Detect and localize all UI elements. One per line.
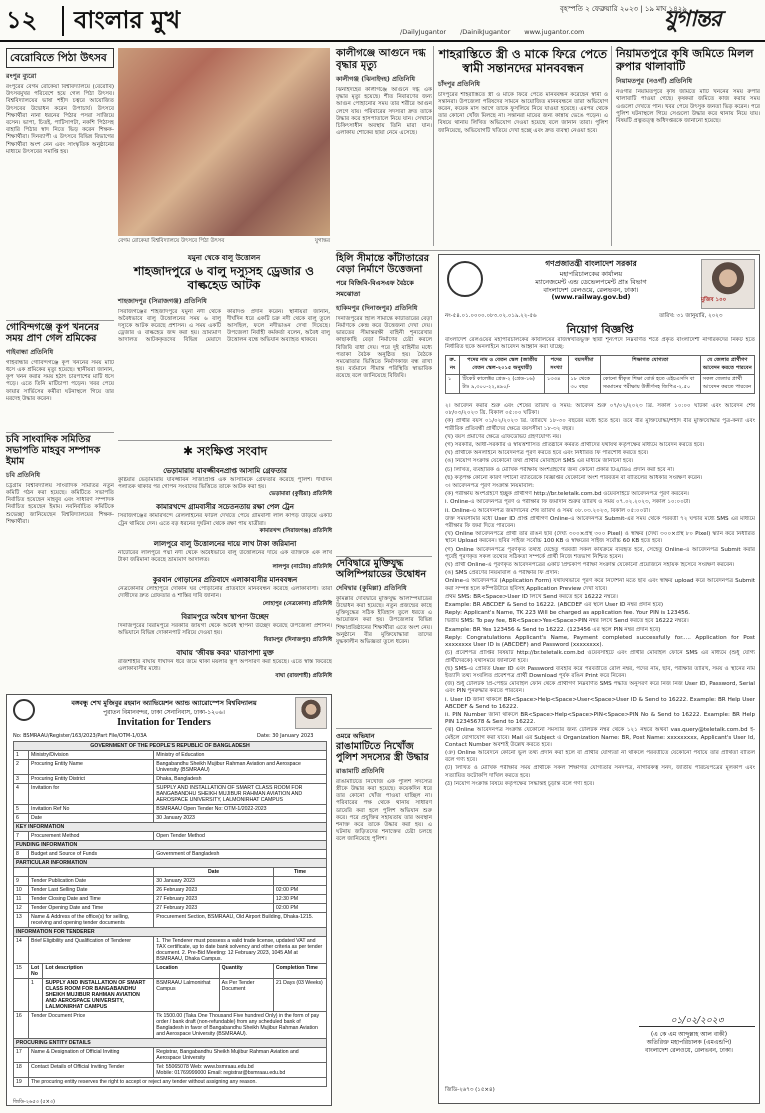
table-cell: Procuring Entity District <box>29 775 154 784</box>
table-cell: Ministry of Education <box>154 751 327 760</box>
story-byline: দেবিদ্বার (কুমিল্লা) প্রতিনিধি <box>336 583 407 592</box>
brief-news-headline[interactable]: ভেড়ামারায় যাবজ্জীবনপ্রাপ্ত আসামি গ্রেফতার <box>163 467 287 475</box>
table-cell: Location <box>154 964 219 979</box>
story-byline: শাহজাদপুর (সিরাজগঞ্জ) প্রতিনিধি <box>118 296 207 305</box>
table-row <box>14 904 327 913</box>
brief-news-section <box>118 440 332 690</box>
sign-date: ০১/০২/২০২৩ <box>670 1016 724 1026</box>
ad-ref-number: নং-৫৪.০১.০০০০.০৮৩.০২.০১৯.২২-৫৬ <box>445 313 537 319</box>
table-cell: ১ <box>446 375 460 394</box>
table-cell: As Per Tender Document <box>219 979 273 1012</box>
table-cell: 11 <box>14 895 29 904</box>
story-kicker: যমুনা থেকে বালু উত্তোলন <box>187 254 261 262</box>
table-cell: 1 <box>29 979 43 1012</box>
term-item: (ছ) SMS-এ প্রেরিত User ID এবং Password ব্যবহার করে পরবর্তীতে রোল নম্বর, পদের নাম, ছবি, পরীক্ষার তারিখ, সময় ও স্থানের নাম ইত্যাদি তথ্য সংবলিত প্রবেশপত্র প্রার্থী Download পূর্বক রঙিন Print করে নিবেন। <box>445 665 755 679</box>
table-cell: The procuring entity reserves the right to accept or reject any tender without assigning any reason. <box>29 1078 327 1087</box>
term-item: (ঝ) Online আবেদনপত্র সংক্রান্ত যেকোনো সমস্যার জন্য টেলিটক নম্বর থেকে ১২১ নম্বরে অথবা vas.query@teletalk.com.bd ই-মেইলে যোগাযোগ করা যাবে। Mail এর Subject এ Organization Name: BR, Post Name: xxxxxxxxx, Applicant's User Id, Contact Number অবশ্যই উল্লেখ করতে হবে। <box>445 727 755 748</box>
term-item: i. User ID জানা থাকলে BR<Space>Help<Space>User<Space>User ID & Send to 16222. Example: BR Help User ABCDEF & Send to 16222. <box>445 696 755 710</box>
term-item: (চ) প্রবেশপত্র প্রাপ্তির বিষয়টি http://br.teletalk.com.bd ওয়েবসাইটে এবং প্রার্থীর মোবাইল ফোনে SMS এর মাধ্যমে (শুধু যোগ্য প্রার্থীদেরকে) যথাসময়ে জানানো হবে। <box>445 650 755 664</box>
table-header-row <box>446 356 755 375</box>
table-row <box>14 805 327 814</box>
col-header: বয়সসীমা <box>568 356 600 375</box>
ad-website[interactable]: (www.railway.gov.bd) <box>551 293 631 301</box>
col-header: পদের সংখ্যা <box>544 356 568 375</box>
table-cell: 3 <box>14 775 29 784</box>
table-row <box>14 886 327 895</box>
table-row <box>14 1078 327 1087</box>
table-cell: 02:00 PM <box>273 904 326 913</box>
table-cell: Tender Publication Date <box>29 877 154 886</box>
mujib-portrait <box>295 697 327 729</box>
col-header: শিক্ষাগত যোগ্যতা <box>600 356 700 375</box>
table-cell: Date <box>154 868 274 877</box>
table-row <box>14 775 327 784</box>
term-item: (খ) বয়স প্রমাণের ক্ষেত্রে এফিডেভিট গ্রহণযোগ্য নয়। <box>445 433 562 440</box>
col-header: পদের নাম ও বেতন স্কেল (জাতীয় বেতন স্কেল-২০১৫ অনুযায়ী) <box>460 356 545 375</box>
brief-news-headline[interactable]: কুরবান গোড়ানের প্রতিবাদে এলাকাবাসীর মানববন্ধন <box>152 576 298 585</box>
table-cell: Procurement Method <box>29 832 154 841</box>
table-cell: 02:00 PM <box>273 886 326 895</box>
table-cell: Open Tender Method <box>154 832 327 841</box>
table-row <box>14 784 327 805</box>
brief-news-body: দিনাজপুরের বিরামপুরে সরকারি জায়গা থেকে অবৈধ স্থাপনা উচ্ছেদ করেছে উপজেলা প্রশাসন। অভিযানে বিভিন্ন দোকানপাট সরিয়ে দেওয়া হয়। <box>118 622 332 636</box>
brief-news-credit: কামারখন্দ (সিরাজগঞ্জ) প্রতিনিধি <box>259 527 332 534</box>
table-row <box>14 823 327 832</box>
table-cell: Procurement Section, BSMRAAU, Old Airport Building, Dhaka-1215. <box>154 913 327 928</box>
story-headline[interactable]: নিয়ামতপুরে কৃষি জমিতে মিলল রুপার থালাবাটি <box>616 47 754 73</box>
story-headline[interactable]: বেরোবিতে পিঠা উৎসব <box>6 48 114 68</box>
tender-ref: No: BSMRAAU/Register/163/2023/Part File/OTM-1/03A <box>13 733 147 739</box>
brief-news-item <box>118 465 332 499</box>
brief-news-headline[interactable]: বাঘায় 'জীবন্ত কবর' ঘাতাপাশা মুক্ত <box>176 649 274 658</box>
website-link[interactable]: www.jugantor.com <box>524 28 585 36</box>
section-header: GOVERNMENT OF THE PEOPLE'S REPUBLIC OF BANGLADESH <box>14 742 327 751</box>
table-cell: Tender Closing Date and Time <box>29 895 154 904</box>
story-headline[interactable]: কালীগঞ্জে আগুনে দগ্ধ বৃদ্ধার মৃত্যু <box>336 48 426 71</box>
table-cell: Bangabandhu Sheikh Mujibur Rahman Aviation and Aerospace University (BSMRAAU) <box>154 760 327 775</box>
story-body: রাঙামাটিতে নিখোঁজ এক পুলিশ সদস্যের স্ত্রীকে উদ্ধার করা হয়েছে। কয়েকদিন ধরে তার কোনো খোঁজ পাওয়া যাচ্ছিল না। পরিবারের পক্ষ থেকে থানায় সাধারণ ডায়েরি করা হলে পুলিশ অভিযান শুরু করে। পরে প্রযুক্তির সহায়তায় তার অবস্থান শনাক্ত করে তাকে উদ্ধার করা হয়। এ ঘটনায় জড়িতদের শনাক্তের চেষ্টা চলছে বলে জানিয়েছে পুলিশ। <box>336 778 432 843</box>
term-item: (চ) লিখিত, ব্যবহারিক ও মৌখিক পরীক্ষায় অংশগ্রহণের জন্য কোনো প্রকার টিএ/ডিএ প্রদান করা হবে না। <box>445 466 675 473</box>
table-cell: 30 January 2023 <box>154 877 274 886</box>
table-cell: ১৮ থেকে ৩০ বছর <box>568 375 600 394</box>
table-cell: 18 <box>14 1063 29 1078</box>
table-row <box>14 928 327 937</box>
table-row <box>14 1048 327 1063</box>
story-body: চট্টগ্রাম বিশ্ববিদ্যালয় সাংবাদিক সমিতির নতুন কমিটি গঠন করা হয়েছে। কমিটিতে সভাপতি নির্বাচিত হয়েছেন মাহবুব এবং সাধারণ সম্পাদক নির্বাচিত হয়েছেন ইমাম। নবনির্বাচিত কমিটিকে শুভেচ্ছা জানিয়েছেন বিশ্ববিদ্যালয়ের শিক্ষক-শিক্ষার্থীরা। <box>6 482 114 525</box>
story-byline: গাইবান্ধা প্রতিনিধি <box>6 347 54 356</box>
page-header <box>0 0 765 42</box>
star-icon: ✱ <box>182 444 194 458</box>
table-row <box>14 751 327 760</box>
tender-notice-ad <box>6 694 332 1106</box>
story-headline[interactable]: শাহজাদপুরে ৬ বালু দস্যুসহ ড্রেজার ও বাল্কহেড আটক <box>133 264 315 292</box>
story-body: সিরাজগঞ্জের শাহজাদপুরে যমুনা নদী থেকে অবৈধভাবে বালু উত্তোলনের সময় ৬ বালু দস্যুকে আটক করেছে প্রশাসন। এ সময় একটি ড্রেজার ও বাল্কহেড জব্দ করা হয়। ভ্রাম্যমাণ আদালত আটককৃতদের বিভিন্ন মেয়াদে কারাদণ্ড প্রদান করেন। স্থানীয়রা জানান, দীর্ঘদিন ধরে একটি চক্র নদী থেকে বালু তুলে আসছিল, ফলে নদীভাঙন দেখা দিয়েছে। উপজেলা নির্বাহী কর্মকর্তা বলেন, অবৈধ বালু উত্তোলন বন্ধে অভিযান অব্যাহত থাকবে। <box>118 308 330 344</box>
table-cell: 7 <box>14 832 29 841</box>
story-body: চাঁদপুরের শাহরাস্তিতে স্ত্রী ও মাকে ফিরে পেতে মানববন্ধন করেছেন স্বামী ও সন্তানরা। উপজেলা পরিষদের সামনে আয়োজিত মানববন্ধনে তারা অভিযোগ করেন, কয়েক মাস আগে তাকে ফুসলিয়ে নিয়ে যাওয়া হয়েছে। এরপর থেকে তার কোনো খোঁজ মিলছে না। সন্তানরা মায়ের জন্য কান্নায় ভেঙে পড়েন। এ বিষয়ে থানায় লিখিত অভিযোগ দেওয়া হয়েছে বলে জানান তারা। পুলিশ জানিয়েছে, অভিযোগটি খতিয়ে দেখা হচ্ছে এবং দ্রুত ব্যবস্থা নেওয়া হবে। <box>438 91 608 134</box>
tender-info-table <box>13 741 327 1087</box>
brief-news-headline[interactable]: লালপুরে বালু উত্তোলনের দায়ে লাখ টাকা জরিমানা <box>153 539 297 548</box>
table-cell: Budget and Source of Funds <box>29 850 154 859</box>
signatory-block <box>623 1031 755 1055</box>
newspaper-logo: যুগান্তর <box>664 7 721 32</box>
term-item: (ঙ) নিয়োগ সংক্রান্ত যেকোনো তথ্য প্রার্থীর মোবাইলে SMS এর মাধ্যমে জানানো হবে। <box>445 458 634 465</box>
column-rule <box>433 46 434 246</box>
term-item: (ঘ) প্রার্থীকে অনলাইনে আবেদনপত্র পূরণ করতে হবে এবং নির্ধারিত ফি পরিশোধ করতে হবে। <box>445 450 649 457</box>
term-item: ii. Online-এ আবেদনপত্র জমাদানের শেষ তারিখ ও সময় ০৮.০৩.২০২৩, বিকাল ০৫:০০টা। <box>445 507 650 514</box>
table-row <box>14 964 327 979</box>
brief-news-body: নাটোরের লালপুরে পদ্মা নদী থেকে অবৈধভাবে বালু উত্তোলনের দায়ে এক ব্যক্তিকে এক লাখ টাকা জরিমানা করেছে ভ্রাম্যমাণ আদালত। <box>118 549 332 564</box>
brief-news-body: নেত্রকোনার লোহাপুরে দোকান ঘর পোড়ানোর প্রতিবাদে মানববন্ধন করেছে এলাকাবাসী। তারা দোষীদের দ্রুত গ্রেফতার ও শাস্তির দাবি জানান। <box>118 586 332 600</box>
photo-caption: বেগম রোকেয়া বিশ্ববিদ্যালয়ে উৎসবে পিঠা উৎসব <box>118 238 225 244</box>
table-row <box>14 841 327 850</box>
table-cell: Invitation for <box>29 784 154 805</box>
term-item: (খ) Online আবেদনপত্রে প্রার্থী তার রঙিন ছবি (দৈর্ঘ্য ৩০০×প্রস্থ ৩০০ Pixel) ও স্বাক্ষর (দৈর্ঘ্য ৩০০×প্রস্থ ৮০ Pixel) স্ক্যান করে নির্ধারিত স্থানে Upload করবেন। ছবির সাইজ সর্বোচ্চ 100 KB ও স্বাক্ষরের সাইজ সর্বোচ্চ 60 KB হতে হবে। <box>445 531 755 545</box>
ad-department: ম্যানেজমেন্ট এন্ড ডেভেলপমেন্ট প্রাঃ বিভাগ <box>535 278 647 286</box>
story-subhead: পরে বিজিবি-বিএসএফ বৈঠকে সমঝোতা <box>336 278 414 298</box>
term-item: (ক) প্রার্থীর বয়স ০১/০২/২০২৩ খ্রি. তারিখে ১৮-৩০ বছরের মধ্যে হতে হবে। তবে বীর মুক্তিযোদ্ধা/শহীদ বীর মুক্তিযোদ্ধার পুত্র-কন্যা এবং শারীরিক প্রতিবন্ধী প্রার্থীদের ক্ষেত্রে বয়সসীমা ১৮-৩২ বছর। <box>445 418 755 432</box>
story-kicker: ওমরে অভিযান <box>336 732 375 740</box>
term-item: প্রথম SMS: BR<Space>User ID লিখে Send করতে হবে 16222 নম্বরে। <box>445 593 618 600</box>
table-cell <box>29 868 154 877</box>
term-item: (ঙ) SMS প্রেরণের নিয়মাবলি ও পরীক্ষার ফি প্রদান: <box>445 570 560 577</box>
table-cell: Dhaka, Bangladesh <box>154 775 327 784</box>
ad-terms <box>445 403 755 1003</box>
issue-date: বৃহস্পতি ২ ফেব্রুয়ারি ২০২৩ | ১৯ মাঘ ১৪২৯ <box>560 5 687 13</box>
story-byline: চবি প্রতিনিধি <box>6 470 41 479</box>
table-row <box>14 895 327 904</box>
story-byline: হাকিমপুর (দিনাজপুর) প্রতিনিধি <box>336 303 418 312</box>
section-header: FUNDING INFORMATION <box>14 841 327 850</box>
ad-intro: বাংলাদেশ রেলওয়ের মহাপরিচালকের কার্যালয়ের রাজস্বখাতভুক্ত স্থায়ী শূন্যপদে নিম্নবর্ণিত শর্তে প্রকৃত বাংলাদেশী নাগরিকদের নিকট হতে নির্ধারিত ছকে অনলাইনে আবেদন আহ্বান করা যাচ্ছে: <box>445 337 755 351</box>
table-row <box>14 979 327 1012</box>
term-item: ২। আবেদন করার শুরু এবং শেষের তারিখ ও সময়: আবেদন শুরু ০৭/০২/২০২৩ খ্রি. সকাল ১০:০০ ঘটিকা এবং আবেদন শেষ ০৮/০৩/২০২৩ খ্রি. বিকাল ০৫:০০ ঘটিকা। <box>445 403 755 417</box>
table-cell: 13 <box>14 913 29 928</box>
story-byline: রংপুর ব্যুরো <box>6 72 37 81</box>
twitter-link[interactable]: /DainikJugantor <box>460 28 511 36</box>
table-cell: Tel: 55065078 Web: www.bsmraau.edu.bd Mobile: 01769999000 Email: registrar@bsmraau.edu.bd <box>154 1063 327 1078</box>
signatory-name: (এ কে এম আব্দুল্লাহ আল বাকী) <box>650 1031 728 1038</box>
table-row <box>14 868 327 877</box>
brief-news-item <box>118 647 332 681</box>
story-headline[interactable]: হিলি সীমান্তে কাঁটাতারের বেড়া নির্মাণে উত্তেজনা <box>336 253 429 275</box>
table-cell: 10 <box>14 886 29 895</box>
story-headline[interactable]: রাঙামাটিতে নিখোঁজ পুলিশ সদস্যের স্ত্রী উদ্ধার <box>336 741 429 763</box>
table-cell: Tender Opening Date and Time <box>29 904 154 913</box>
brief-news-credit: বাঘা (রাজশাহী) প্রতিনিধি <box>275 673 332 680</box>
story-headline[interactable]: গোবিন্দগঞ্জে কূপ খননের সময় প্রাণ গেল শ্রমিকের <box>6 322 99 344</box>
brief-news-headline[interactable]: কামারখন্দে গ্রামবাসীর সচেতনতায় রক্ষা পেল ট্রেন <box>156 503 294 512</box>
table-cell: সকল জেলার প্রার্থী আবেদন করতে পারবেন <box>700 375 754 394</box>
brief-news-item <box>118 574 332 608</box>
table-cell: Date <box>29 814 154 823</box>
story-headline[interactable]: শাহরাস্তিতে স্ত্রী ও মাকে ফিরে পেতে স্বামী সন্তানদের মানববন্ধন <box>438 47 608 75</box>
story-govindganj <box>6 320 114 430</box>
facebook-link[interactable]: /DailyJugantor <box>400 28 447 36</box>
term-item: i. Online-এ আবেদনপত্র পূরণ ও পরীক্ষার ফি জমাদান শুরুর তারিখ ও সময় ০৭.০২.২০২৩, সকাল ১০:০০টা। <box>445 499 691 506</box>
table-cell <box>14 979 29 1012</box>
table-cell: Brief Eligibility and Qualification of Tenderer <box>29 937 154 964</box>
tender-title: Invitation for Tenders <box>117 717 211 728</box>
section-header: KEY INFORMATION <box>14 823 327 832</box>
brief-news-body: রাজশাহীর বাঘায় দীর্ঘদিন ধরে জমে থাকা ময়লার স্তূপ অপসারণ করা হয়েছে। এতে স্বস্তি ফিরেছে এলাকাবাসীর মধ্যে। <box>118 659 332 673</box>
table-cell: Completion Time <box>273 964 326 979</box>
term-item: Online-এ আবেদনপত্র (Application Form) যথাযথভাবে পূরণ করে নির্দেশনা মতে ছবি এবং স্বাক্ষর upload করে আবেদনপত্র Submit করা সম্পন্ন হলে কম্পিউটারে ছবিসহ Application Preview দেখা যাবে। <box>445 578 755 592</box>
story-hili <box>336 254 432 550</box>
page-number: ১২ <box>6 6 38 34</box>
story-rangamati <box>336 728 432 1108</box>
brief-news-item <box>118 611 332 645</box>
story-body: দিনাজপুরের হিলি সীমান্তে কাঁটাতারের বেড়া নির্মাণকে কেন্দ্র করে উত্তেজনা দেখা দেয়। ভারতের সীমান্তরক্ষী বাহিনী শূন্যরেখার কাছাকাছি বেড়া নির্মাণের চেষ্টা করলে বিজিবি বাধা দেয়। পরে দুই বাহিনীর মধ্যে পতাকা বৈঠক অনুষ্ঠিত হয়। বৈঠকে সমঝোতার ভিত্তিতে নির্মাণকাজ বন্ধ রাখা হয়। বর্তমানে সীমান্ত পরিস্থিতি স্বাভাবিক রয়েছে বলে জানিয়েছে বিজিবি। <box>336 315 432 380</box>
table-cell: Government of Bangladesh <box>154 850 327 859</box>
table-cell: 16 <box>14 1012 29 1039</box>
brief-news-headline[interactable]: বিরামপুরে অবৈধ স্থাপনা উচ্ছেদ <box>181 612 269 621</box>
table-row <box>14 814 327 823</box>
mujib-100-badge: মুজিব ১০০ <box>701 297 727 303</box>
table-cell: SUPPLY AND INSTALLATION OF SMART CLASS ROOM FOR BANGABANDHU SHEIKH MUJIBUR RAHMAN AVIATION AND AEROSPACE UNIVERSITY, LALMONIRHAT CAMPUS <box>154 784 327 805</box>
table-cell: 1 <box>14 751 29 760</box>
ad-title: নিয়োগ বিজ্ঞপ্তি <box>566 323 634 336</box>
table-cell: Time <box>273 868 326 877</box>
story-cbu-samiti <box>6 432 114 672</box>
table-cell: 19 <box>14 1078 29 1087</box>
tender-date: Date: 30 January 2023 <box>257 733 314 739</box>
table-cell <box>14 868 29 877</box>
ad-date: তারিখ: ৩১ জানুয়ারি, ২০২৩ <box>659 313 723 319</box>
story-body: গাইবান্ধার গোবিন্দগঞ্জে কূপ খননের সময় মাটি ধসে এক শ্রমিকের মৃত্যু হয়েছে। স্থানীয়রা জানান, কূপ খনন করার সময় হঠাৎ চারপাশের মাটি ধসে পড়ে। এতে তিনি মাটিচাপা পড়েন। খবর পেয়ে ফায়ার সার্ভিসের কর্মীরা ঘটনাস্থলে গিয়ে তার মরদেহ উদ্ধার করেন। <box>6 359 114 402</box>
term-item: Example: BR ABCDEF & Send to 16222. (ABCDEF এর স্থলে User ID নম্বর প্রদান হবে) <box>445 602 664 609</box>
section-header: PROCURING ENTITY DETAILS <box>14 1039 327 1048</box>
story-body: ঝিনাইদহের কালীগঞ্জে আগুনে দগ্ধ এক বৃদ্ধার মৃত্যু হয়েছে। শীত নিবারণের জন্য আগুন পোহানোর সময় তার শরীরে আগুন লেগে যায়। পরিবারের সদস্যরা দ্রুত তাকে উদ্ধার করে হাসপাতালে নিয়ে যান। সেখানে চিকিৎসাধীন অবস্থায় তিনি মারা যান। এলাকায় শোকের ছায়া নেমে এসেছে। <box>336 87 432 137</box>
table-row <box>14 760 327 775</box>
table-cell: 4 <box>14 784 29 805</box>
story-byline: নিয়ামতপুর (নওগাঁ) প্রতিনিধি <box>616 77 693 86</box>
ad-gov-title: গণপ্রজাতন্ত্রী বাংলাদেশ সরকার <box>545 259 637 268</box>
brief-news-title: ✱ সংক্ষিপ্ত সংবাদ <box>182 444 268 458</box>
term-item: ৩। আবেদনপত্র পূরণ সংক্রান্ত নিয়মাবলি: <box>445 483 535 490</box>
section-rule <box>336 250 760 251</box>
term-item: (ছ) কর্তৃপক্ষ কোনো কারণ দর্শানো ব্যতিরেকে বিজ্ঞপ্তির যেকোনো অংশ পরিবর্তন বা বাতিলের অধিকার সংরক্ষণ করেন। <box>445 474 703 481</box>
table-cell: 1. The Tenderer must possess a valid trade license, updated VAT and TAX certificate, up to date bank solvency and other criteria as per tender document. 2. Pre-Bid Meeting: 12 February 2023, 1045 AM at BSMRAAU, Dhaka Campus. <box>154 937 327 964</box>
brief-news-body: সিরাজগঞ্জের কামারখন্দে রেললাইনের ফাটল দেখতে পেয়ে গ্রামবাসী লাল কাপড় উড়িয়ে একটি ট্রেন থামিয়ে দেন। এতে বড় ধরনের দুর্ঘটনা থেকে রক্ষা পায় যাত্রীরা। <box>118 513 332 527</box>
table-cell: 6 <box>14 814 29 823</box>
table-row <box>14 877 327 886</box>
table-row <box>14 859 327 868</box>
table-cell: Tender Document Price <box>29 1012 154 1039</box>
brief-news-item <box>118 501 332 535</box>
table-cell: 5 <box>14 805 29 814</box>
table-cell: Contact Details of Official Inviting Tender <box>29 1063 154 1078</box>
term-item: (ক) পরীক্ষায় অংশগ্রহণে ইচ্ছুক প্রার্থীগণ http://br.teletalk.com.bd ওয়েবসাইটে আবেদনপত্র পূরণ করবেন। <box>445 491 689 498</box>
signatory-office: বাংলাদেশ রেলওয়ে, রেলভবন, ঢাকা। <box>645 1047 733 1054</box>
table-cell: Procuring Entity Name <box>29 760 154 775</box>
table-cell: টিকেট কালেক্টর গ্রেড-২ (গ্রেড-১৬) টাঃ ৯,৩০০-২২,৪৯০/- <box>460 375 545 394</box>
ad-address: বাংলাদেশ রেলওয়ে, রেলভবন, ঢাকা। <box>543 286 639 294</box>
table-cell: 15 <box>14 964 29 979</box>
table-row <box>14 1012 327 1039</box>
table-cell: 27 February 2023 <box>154 904 274 913</box>
table-row <box>14 742 327 751</box>
tender-org-address: পুরাতন বিমানবন্দর, ঢাকা সেনানিবাস, ঢাকা-১২০৬। <box>103 709 225 716</box>
brief-news-item <box>118 538 332 572</box>
term-item: (গ) সরকারি, আধা-সরকারি ও স্বায়ত্তশাসিত প্রতিষ্ঠানে কর্মরত প্রার্থীদের যথাযথ কর্তৃপক্ষের মাধ্যমে আবেদন করতে হবে। <box>445 442 705 449</box>
term-item: দ্বিতীয় SMS: To pay fee, BR<Space>Yes<Space>PIN নম্বর লিখে Send করতে হবে 16222 নম্বরে। <box>445 618 689 625</box>
table-cell: Quantity <box>219 964 273 979</box>
signature-line <box>639 1013 755 1027</box>
brief-news-list <box>118 465 332 681</box>
term-item: উক্ত সময়সীমার মধ্যে User ID প্রাপ্ত প্রার্থীগণ Online-এ আবেদনপত্র Submit-এর সময় থেকে পরবর্তী ৭২ ঘণ্টার মধ্যে SMS এর মাধ্যমে পরীক্ষার ফি জমা দিতে পারবেন। <box>445 515 755 530</box>
term-item: Example: BR Yes 123456 & Send to 16222. (123456 এর স্থলে PIN নম্বর প্রদান হবে) <box>445 626 661 633</box>
table-row <box>14 832 327 841</box>
story-byline: চাঁদপুর প্রতিনিধি <box>438 79 480 88</box>
tender-table <box>13 741 327 1101</box>
col-header: যে জেলার প্রার্থীগণ আবেদন করতে পারবেন <box>700 356 754 375</box>
term-item: ii. PIN Number জানা থাকলে BR<Space>Help<Space>PIN<Space>PIN No & Send to 16222. Example: BR Help PIN 12345678 & Send to 16222. <box>445 711 755 726</box>
tender-footer-code: জিডি-২৬৫৩ (৫×৩) <box>13 1099 55 1105</box>
story-kaliganj <box>336 48 432 246</box>
table-cell: 21 Days (03 Weeks) <box>273 979 326 1012</box>
table-cell <box>273 877 326 886</box>
pitha-festival-photo <box>118 48 330 236</box>
section-header: INFORMATION FOR TENDERER <box>14 928 327 937</box>
table-row <box>14 913 327 928</box>
brief-news-credit: বিরামপুর (দিনাজপুর) প্রতিনিধি <box>263 637 332 644</box>
university-logo <box>13 699 35 721</box>
table-cell: Registrar, Bangabandhu Sheikh Mujibur Rahman Aviation and Aerospace University <box>154 1048 327 1063</box>
table-cell: Invitation Ref No <box>29 805 154 814</box>
story-shahrasti <box>438 48 608 246</box>
table-cell: BSMRAAU Open Tender No: OTM-1/2022-2023 <box>154 805 327 814</box>
table-row <box>14 1039 327 1048</box>
table-row <box>446 375 755 394</box>
table-cell: BSMRAAU Lalmonirhat Campus <box>154 979 219 1012</box>
table-cell: Lot description <box>43 964 154 979</box>
term-item: (ঞ) Online আবেদনে কোনো ভুল তথ্য প্রদান করা হলে বা প্রার্থীর যোগ্যতা না থাকলে পরবর্তীতে যেকোনো পর্যায়ে তার প্রার্থিতা বাতিল বলে গণ্য হবে। <box>445 749 755 764</box>
term-item: (গ) Online আবেদনপত্রে পূরণকৃত তথ্যই যেহেতু পরবর্তী সকল কার্যক্রমে ব্যবহৃত হবে, সেহেতু Online-এ আবেদনপত্র Submit করার পূর্বেই পূরণকৃত সকল তথ্যের সঠিকতা সম্পর্কে প্রার্থী নিজে শতভাগ নিশ্চিত হবেন। <box>445 546 755 560</box>
story-body: নওগাঁর নিয়ামতপুরে কৃষি জমিতে মাটি খননের সময় রুপার থালাবাটি পাওয়া গেছে। কৃষকরা জমিতে কাজ করার সময় এগুলো দেখতে পান। খবর পেয়ে উৎসুক জনতা ভিড় করেন। পরে পুলিশ ঘটনাস্থলে গিয়ে সেগুলো উদ্ধার করে থানায় নিয়ে যায়। বিষয়টি প্রত্নতত্ত্ব অধিদপ্তরকে জানানো হয়েছে। <box>616 89 760 125</box>
table-cell: Tk 1500.00 (Taka One Thousand Five hundred Only) in the form of pay order / bank draft (non-refundable) from any scheduled bank of Bangladesh in favor of Bangabandhu Sheikh Mujibur Rahman Aviation and Aerospace University (BSMRAAU). <box>154 1012 327 1039</box>
term-item: (ঘ) প্রার্থী Online-এ পূরণকৃত আবেদনপত্রের একটি প্রিন্টকপি পরীক্ষা সংক্রান্ত যেকোনো প্রয়োজনে সহায়ক হিসেবে সংরক্ষণ করবেন। <box>445 562 735 569</box>
story-shahjadpur <box>118 252 330 438</box>
signatory-title: অতিরিক্ত মহাপরিচালক (এমএন্ডপি) <box>646 1039 732 1046</box>
story-muktijuddho <box>336 556 432 724</box>
railway-recruitment-ad <box>438 254 760 1104</box>
table-cell: Ministry/Division <box>29 751 154 760</box>
table-cell: 8 <box>14 850 29 859</box>
story-headline[interactable]: চবি সাংবাদিক সমিতির সভাপতি মাহবুব সম্পাদক ইমাম <box>6 434 101 467</box>
story-byline: কালীগঞ্জ (ঝিনাইদহ) প্রতিনিধি <box>336 75 416 83</box>
table-cell: 26 February 2023 <box>154 886 274 895</box>
term-item: (জ) শুধু টেলিটক প্রি-পেইড মোবাইল ফোন থেকে প্রার্থীগণ নিম্নবর্ণিত SMS পদ্ধতি অনুসরণ করে নিজ নিজ User ID, Password, Serial এবং PIN পুনরুদ্ধার করতে পারবেন। <box>445 681 755 695</box>
header-divider <box>62 6 64 36</box>
table-cell: Lot No <box>29 964 43 979</box>
table-cell: 2 <box>14 760 29 775</box>
story-pitha <box>6 48 114 316</box>
term-item: (ঠ) নিয়োগ সংক্রান্ত বিষয়ে কর্তৃপক্ষের সিদ্ধান্তই চূড়ান্ত বলে গণ্য হবে। <box>445 780 595 787</box>
table-cell: 9 <box>14 877 29 886</box>
table-cell: 12 <box>14 904 29 913</box>
col-header: ক্র. নং <box>446 356 460 375</box>
brief-news-credit: লোহাপুর (নেত্রকোনা) প্রতিনিধি <box>262 600 332 607</box>
table-row <box>14 1063 327 1078</box>
table-row <box>14 937 327 964</box>
table-cell: Tender Last Selling Date <box>29 886 154 895</box>
story-byline: রাঙামাটি প্রতিনিধি <box>336 766 385 775</box>
table-cell: 30 January 2023 <box>154 814 327 823</box>
table-row <box>14 850 327 859</box>
railway-logo <box>447 261 483 297</box>
story-niyamatpur <box>616 48 760 246</box>
photo-caption-row <box>118 238 330 248</box>
ad-office: মহাপরিচালকের কার্যালয় <box>559 270 623 278</box>
photo-credit: যুগান্তর <box>314 238 330 244</box>
column-rule <box>611 46 612 246</box>
term-item: Reply: Congratulations Applicant's Name, Payment completed successfully for..... Application for Post xxxxxxxx User ID is (ABCDEF) and Password (xxxxxxxx). <box>445 634 755 649</box>
vacancy-table <box>445 355 755 394</box>
section-header: PARTICULAR INFORMATION <box>14 859 327 868</box>
story-body: কুমিল্লার দেবিদ্বারে মুক্তিযুদ্ধ অলিম্পিয়াডের উদ্বোধন করা হয়েছে। নতুন প্রজন্মের কাছে মুক্তিযুদ্ধের সঠিক ইতিহাস তুলে ধরতে এ আয়োজন করা হয়। উপজেলার বিভিন্ন শিক্ষাপ্রতিষ্ঠানের শিক্ষার্থীরা এতে অংশ নেয়। অনুষ্ঠানে বীর মুক্তিযোদ্ধারা তাদের যুদ্ধকালীন অভিজ্ঞতা তুলে ধরেন। <box>336 595 432 646</box>
table-cell: Name & Designation of Official Inviting <box>29 1048 154 1063</box>
term-item: (ট) লিখিত ও মৌখিক পরীক্ষার সময় প্রার্থীকে সকল শিক্ষাগত যোগ্যতার সনদপত্র, নাগরিকত্ব সনদ, জাতীয় পরিচয়পত্রের মূলকপি এবং সত্যায়িত ফটোকপি দাখিল করতে হবে। <box>445 765 755 779</box>
term-item: Reply: Applicant's Name, TK 223 Will be charged as application fee. Your PIN is 123456. <box>445 610 691 617</box>
table-cell: 14 <box>14 937 29 964</box>
table-cell: 17 <box>14 1048 29 1063</box>
section-title: বাংলার মুখ <box>74 6 181 34</box>
table-cell: ১৩৩৪ <box>544 375 568 394</box>
table-cell: 27 February 2023 <box>154 895 274 904</box>
table-cell: কোনো স্বীকৃত শিক্ষা বোর্ড হতে এইচএসসি বা সমমানের পরীক্ষায় উত্তীর্ণসহ জিপিএ-২.৫০ <box>600 375 700 394</box>
brief-news-credit: ভেড়ামারা (কুষ্টিয়া) প্রতিনিধি <box>269 491 332 498</box>
table-cell: Name & Address of the office(s) for selling, receiving and opening tender documents <box>29 913 154 928</box>
brief-news-body: কুষ্টিয়ার ভেড়ামারায় যাবজ্জীবন সাজাপ্রাপ্ত এক আসামিকে গ্রেফতার করেছে পুলিশ। দীর্ঘদিন পলাতক থাকার পর গোপন সংবাদের ভিত্তিতে তাকে আটক করা হয়। <box>118 477 332 491</box>
tender-org: বঙ্গবন্ধু শেখ মুজিবুর রহমান অ্যাভিয়েশন অ্যান্ড অ্যারোস্পেস বিশ্ববিদ্যালয় <box>71 699 257 707</box>
brief-news-credit: লালপুর (নাটোর) প্রতিনিধি <box>272 564 332 571</box>
table-cell: SUPPLY AND INSTALLATION OF SMART CLASS ROOM FOR BANGABANDHU SHEIKH MUJIBUR RAHMAN AVIATION AND AEROSPACE UNIVERSITY, LALMONIRHAT CAMPUS <box>43 979 154 1012</box>
table-cell: 12:30 PM <box>273 895 326 904</box>
ad-footer-code: জিডি-২৬৭৩ (১৫×৪) <box>445 1087 495 1093</box>
story-headline[interactable]: দেবিদ্বারে মুক্তিযুদ্ধ অলিম্পিয়াডের উদ্বোধন <box>336 558 427 580</box>
story-body: রংপুরের বেগম রোকেয়া বিশ্ববিদ্যালয়ে (বেরোবি) উৎসবমুখর পরিবেশে হয়ে গেল পিঠা উৎসব। বিশ্ববিদ্যালয়ের ভাষা শহীদ চত্বরে আয়োজিত উৎসবের উদ্বোধন করেন উপাচার্য। উৎসবে শিক্ষার্থীরা নানা ধরনের পিঠার পসরা সাজিয়ে বসেন। ভাপা, চিতই, পাটিসাপটা, নকশি পিঠাসহ বাহারি পিঠার স্বাদ নিতে ভিড় করেন শিক্ষক-শিক্ষার্থীরা। দিনব্যাপী এ উৎসবে বিভিন্ন বিভাগের শিক্ষার্থীরা অংশ নেন এবং সাংস্কৃতিক অনুষ্ঠানের মাধ্যমে উৎসবের সমাপ্তি হয়। <box>6 84 114 155</box>
